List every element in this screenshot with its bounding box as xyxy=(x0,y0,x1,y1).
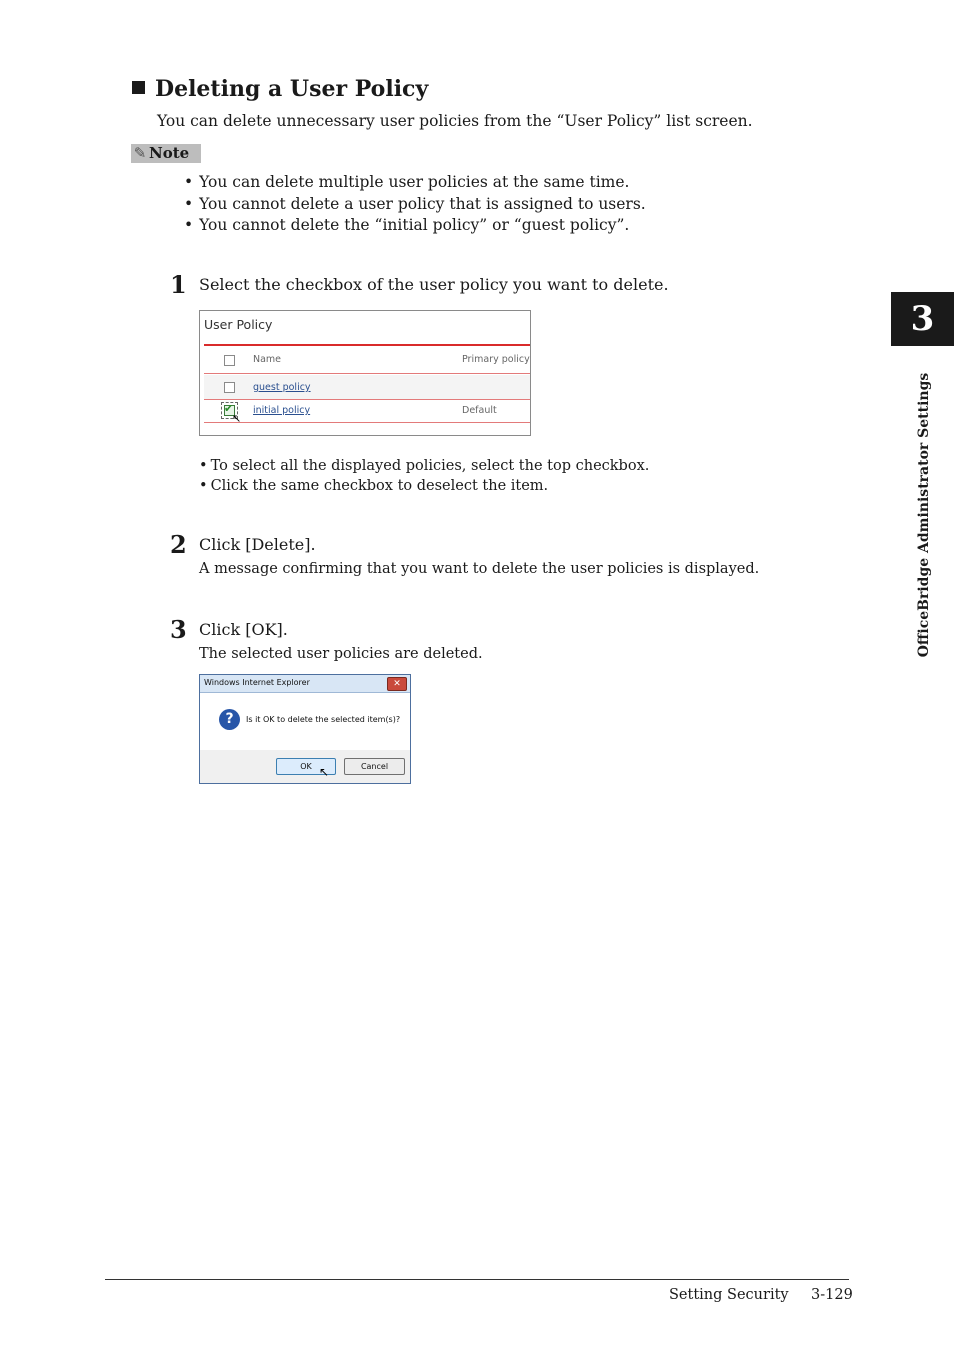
dialog-titlebar xyxy=(200,675,410,693)
step-number: 3 xyxy=(170,615,187,644)
dialog-body xyxy=(200,693,410,750)
step-number: 2 xyxy=(170,530,187,559)
step-number: 1 xyxy=(170,270,187,299)
note-label: Note xyxy=(149,144,190,162)
chapter-number-tab: 3 xyxy=(891,292,954,346)
section-intro: You can delete unnecessary user policies from the “User Policy” list screen. xyxy=(157,112,753,130)
ok-button[interactable]: OK xyxy=(276,758,336,775)
confirm-dialog-screenshot xyxy=(199,674,411,784)
step-description: The selected user policies are deleted. xyxy=(199,646,483,662)
square-bullet-icon xyxy=(132,81,145,94)
policy-name-link[interactable]: guest policy xyxy=(253,382,311,393)
table-row xyxy=(204,400,530,423)
table-row xyxy=(204,375,530,400)
footer-divider xyxy=(105,1279,849,1280)
row-checkbox[interactable] xyxy=(224,382,235,393)
chapter-label-text: OfficeBridge Administrator Settings xyxy=(916,372,932,658)
close-icon[interactable]: ✕ xyxy=(387,677,407,691)
question-icon: ? xyxy=(219,709,240,730)
table-header-row xyxy=(204,347,530,374)
section-heading xyxy=(132,76,428,102)
pencil-icon: ✎ xyxy=(133,144,147,162)
note-item: • You cannot delete a user policy that is assigned to users. xyxy=(184,194,646,216)
cancel-button[interactable]: Cancel xyxy=(344,758,405,775)
note-item: • You cannot delete the “initial policy” or “guest policy”. xyxy=(184,215,646,237)
policy-name-link[interactable]: initial policy xyxy=(253,405,311,416)
dialog-title: Windows Internet Explorer xyxy=(204,678,310,687)
hint-item: • Click the same checkbox to deselect the item. xyxy=(199,476,649,496)
mouse-pointer-icon: ↖ xyxy=(319,765,330,779)
column-header-primary: Primary policy xyxy=(462,354,530,365)
mouse-pointer-icon: ↖ xyxy=(232,412,242,425)
step-description: A message confirming that you want to delete the user policies is displayed. xyxy=(199,561,760,577)
note-list xyxy=(184,172,646,237)
footer-section-name: Setting Security xyxy=(669,1287,789,1303)
note-item: • You can delete multiple user policies at the same time. xyxy=(184,172,646,194)
step-hints xyxy=(199,456,649,496)
column-header-name: Name xyxy=(253,354,282,365)
dialog-message: Is it OK to delete the selected item(s)? xyxy=(246,715,401,724)
section-title: Deleting a User Policy xyxy=(155,76,429,102)
hint-item: • To select all the displayed policies, select the top checkbox. xyxy=(199,456,649,476)
user-policy-screenshot xyxy=(199,310,531,436)
note-badge xyxy=(131,144,201,163)
step-text: Click [Delete]. xyxy=(199,535,316,554)
step-text: Select the checkbox of the user policy you want to delete. xyxy=(199,275,669,294)
chapter-side-label xyxy=(914,358,934,672)
select-all-checkbox[interactable] xyxy=(224,355,235,366)
primary-policy-cell: Default xyxy=(462,405,497,416)
step-text: Click [OK]. xyxy=(199,620,288,639)
footer-page-number: 3-129 xyxy=(811,1287,853,1303)
user-policy-title: User Policy xyxy=(204,317,273,332)
title-divider xyxy=(204,344,530,346)
